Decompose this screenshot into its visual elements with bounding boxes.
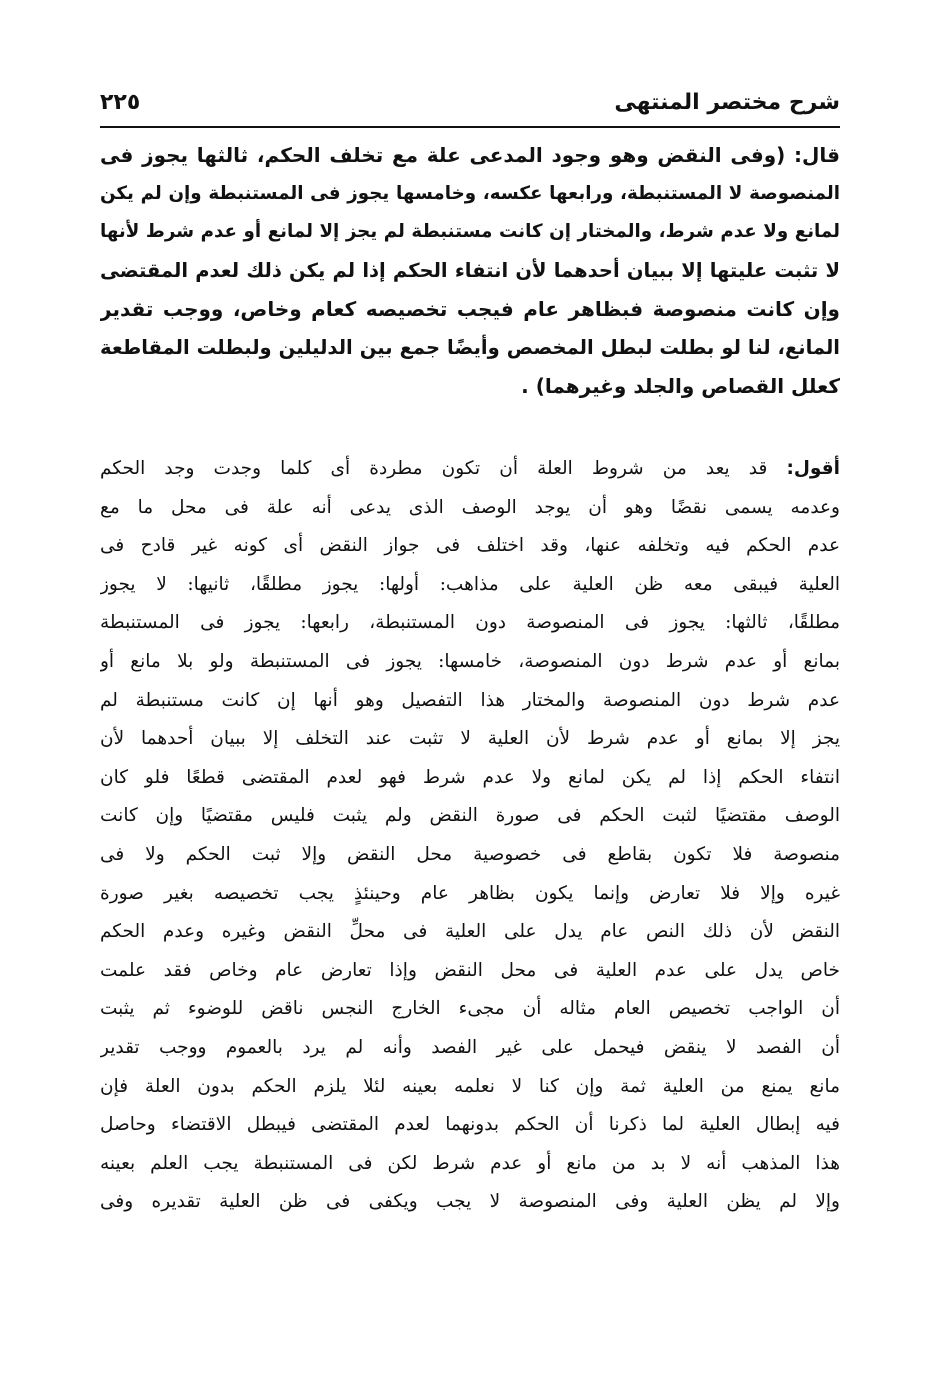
sharh-line: عدم الحكم فيه وتخلفه عنها، وقد اختلف فى جواز النقض أى كونه غير قادح فى [100, 535, 840, 557]
sharh-line-text: قد يعد من شروط العلة أن تكون مطردة أى كلما وجدت وجد الحكم [100, 458, 768, 479]
sharh-line: هذا المذهب أنه لا بد من مانع أو عدم شرط لكن فى المستنبطة يجب العلم بعينه [100, 1152, 840, 1174]
sharh-line: وإلا لم يظن العلية وفى المنصوصة لا يجب ويكفى فى ظن العلية تقديره وفى [100, 1191, 840, 1213]
matn-line: كعلل القصاص والجلد وغيرهما) . [521, 374, 840, 398]
matn-line: لا تثبت عليتها إلا ببيان أحدهما لأن انتفاء الحكم إذا لم يكن ذلك لعدم المقتضى [100, 258, 840, 282]
page-header [100, 86, 840, 128]
sharh-line [100, 450, 840, 489]
sharh-line: مطلقًا، ثالثها: يجوز فى المنصوصة دون المستنبطة، رابعها: يجوز فى المستنبطة [100, 612, 840, 634]
matn-line: المانع، لنا لو بطلت لبطل المخصص وأيضًا جمع بين الدليلين ولبطلت المقاطعة [100, 335, 840, 359]
matn-lead: قال: [794, 143, 840, 167]
matn-line: لمانع ولا عدم شرط، والمختار إن كانت مستنبطة لم يجز إلا لمانع أو عدم شرط لأنها [100, 221, 840, 242]
matn-line-text: (وفى النقض وهو وجود المدعى علة مع تخلف الحكم، ثالثها يجوز فى [100, 143, 786, 167]
matn-line: وإن كانت منصوصة فبظاهر عام فيجب تخصيصه كعام وخاص، ووجب تقدير [100, 297, 840, 321]
sharh-lead: أقول: [786, 458, 840, 479]
sharh-line: وعدمه يسمى نقضًا وهو أن يوجد الوصف الذى يدعى أنه علة فى محل ما مع [100, 496, 840, 518]
sharh-line: منصوصة فلا تكون بقاطع فى خصوصية محل النقض وإلا ثبت الحكم ولا فى [100, 843, 840, 865]
sharh-line: انتفاء الحكم إذا لم يكن لمانع ولا عدم شرط فهو لعدم المقتضى قطعًا فلو كان [100, 766, 840, 788]
sharh-line: العلية فيبقى معه ظن العلية على مذاهب: أولها: يجوز مطلقًا، ثانيها: لا يجوز [100, 573, 840, 595]
sharh-line: أن الفصد لا ينقض فيحمل على غير الفصد وأنه لم يرد بالعموم ووجب تقدير [100, 1036, 840, 1058]
running-title: شرح مختصر المنتهى [614, 90, 840, 115]
matn-line: المنصوصة لا المستنبطة، ورابعها عكسه، وخامسها يجوز فى المستنبطة وإن لم يكن [100, 182, 840, 204]
sharh-line: النقض لأن ذلك النص عام يدل على العلية فى محلِّ النقض وغيره وعدم الحكم [100, 921, 840, 943]
sharh-line: بمانع أو عدم شرط دون المنصوصة، خامسها: يجوز فى المستنبطة ولو بلا مانع أو [100, 650, 840, 672]
sharh-line: غيره وإلا فلا تعارض وإنما يكون بظاهر عام وحينئذٍ يجب تخصيصه بغير صورة [100, 882, 840, 904]
sharh-line: يجز إلا بمانع أو عدم شرط لأن العلية لا تثبت عند التخلف إلا ببيان أحدهما لأن [100, 728, 840, 750]
sharh-line: فيه إبطال العلية لما ذكرنا أن الحكم بدونهما لعدم المقتضى فيبطل الاقتضاء وحاصل [100, 1114, 840, 1136]
sharh-text-block [100, 450, 840, 1222]
matn-text-block [100, 136, 840, 406]
sharh-line: الوصف مقتضيًا لثبت الحكم فى صورة النقض ولم يثبت فليس مقتضيًا وإن كانت [100, 805, 840, 827]
sharh-line: عدم شرط دون المنصوصة والمختار هذا التفصيل وهو أنها إن كانت مستنبطة لم [100, 689, 840, 711]
sharh-line: مانع يمنع من العلية ثمة وإن كنا لا نعلمه بعينه لئلا يلزم الحكم بدون العلة فإن [100, 1075, 840, 1097]
sharh-line: أن الواجب تخصيص العام مثاله أن مجىء الخارج النجس ناقض للوضوء ثم يثبت [100, 998, 840, 1020]
sharh-line: خاص يدل على عدم العلية فى محل النقض وإذا تعارض عام وخاص فقد علمت [100, 959, 840, 981]
matn-line [100, 136, 840, 175]
page-number: ٢٢٥ [100, 90, 141, 115]
